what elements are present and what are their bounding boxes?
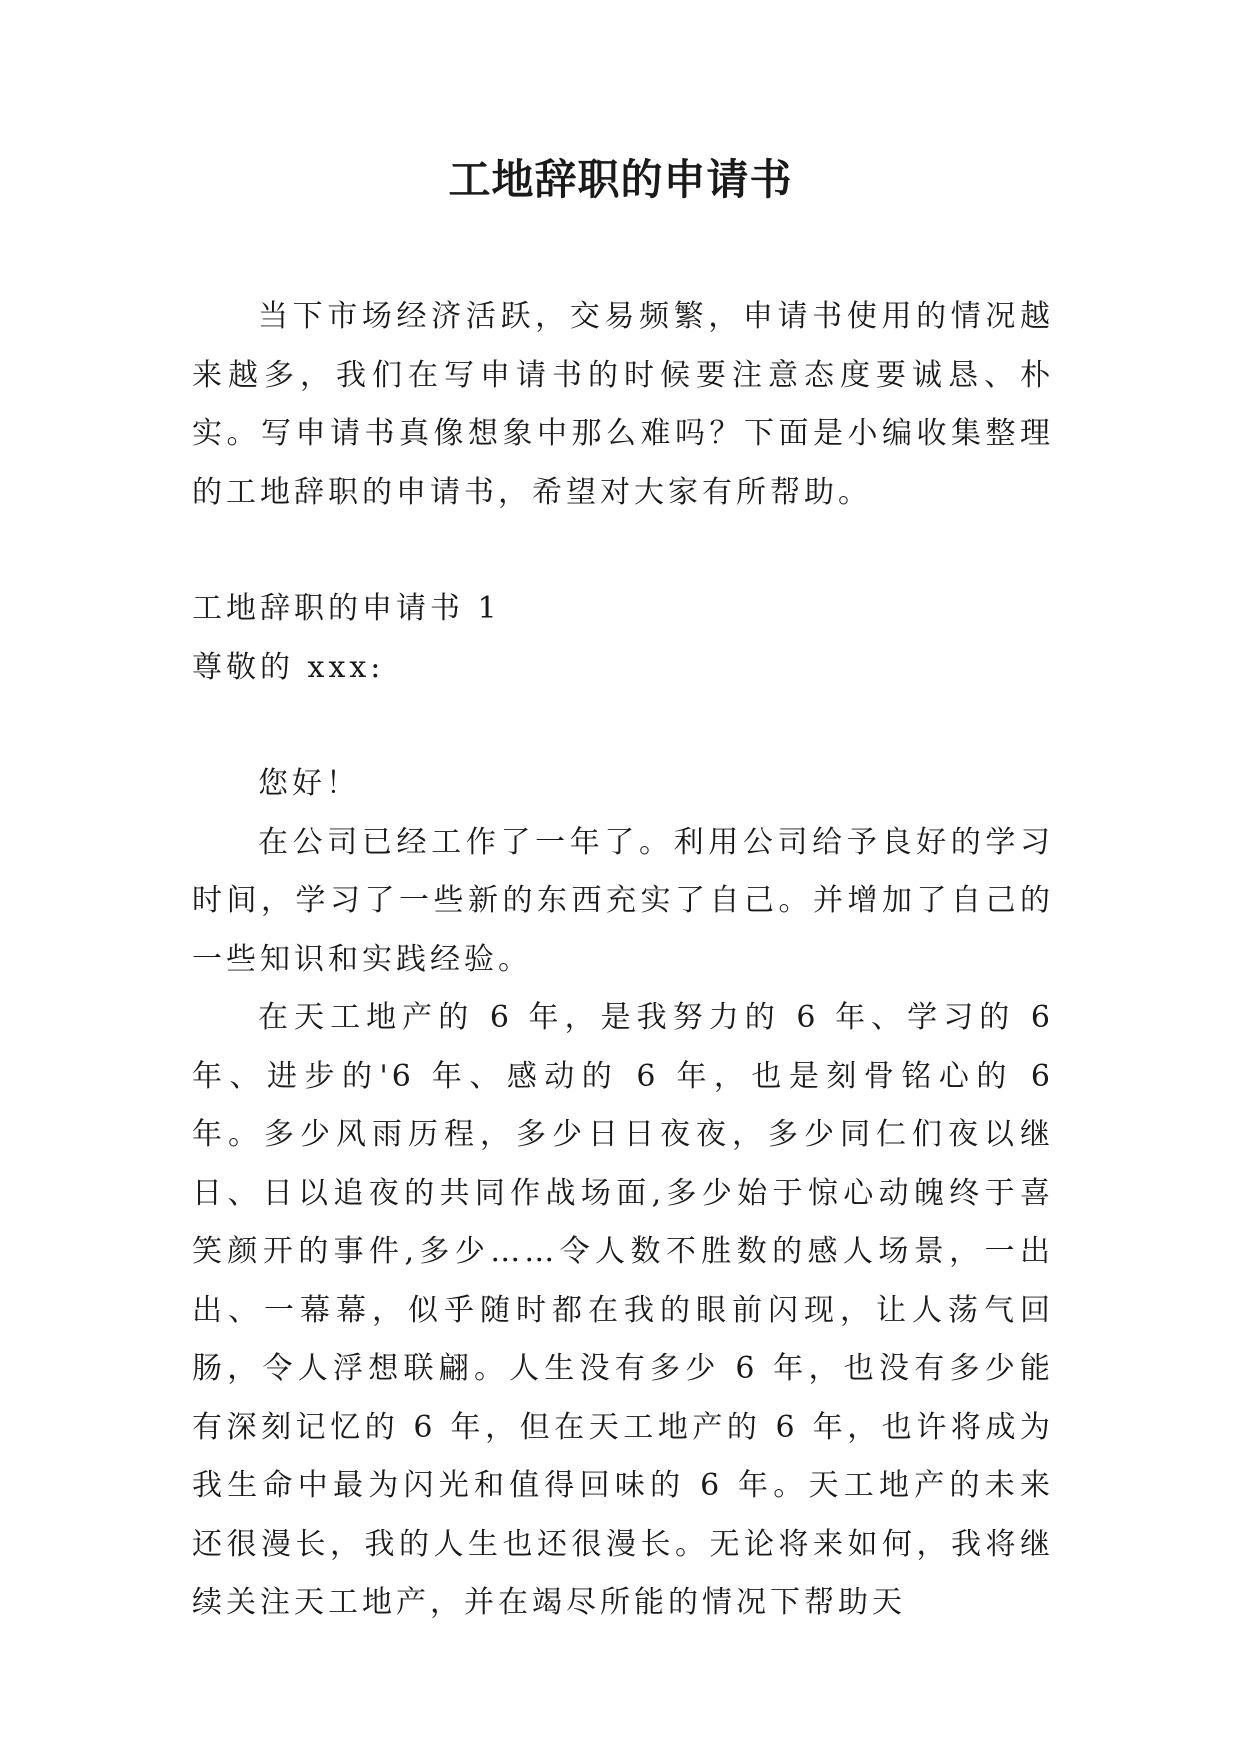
spacer (192, 522, 1054, 580)
document-title: 工地辞职的申请书 (448, 155, 793, 204)
intro-paragraph: 当下市场经济活跃，交易频繁，申请书使用的情况越来越多，我们在写申请书的时候要注意态度要诚恳、朴实。写申请书真像想象中那么难吗？下面是小编收集整理的工地辞职的申请书，希望对大家有所帮助。 (192, 299, 1054, 510)
greeting: 您好！ (258, 766, 360, 801)
spacer (192, 697, 1054, 755)
salutation: 尊敬的 xxx: (192, 649, 385, 685)
body-paragraph-1: 在公司已经工作了一年了。利用公司给予良好的学习时间，学习了一些新的东西充实了自己。并增加了自己的一些知识和实践经验。 (192, 824, 1054, 977)
section-heading: 工地辞职的申请书 1 (192, 591, 501, 626)
document-body (192, 288, 1054, 1633)
body-paragraph-2: 在天工地产的 6 年，是我努力的 6 年、学习的 6 年、进步的'6 年、感动的 6 年，也是刻骨铭心的 6 年。多少风雨历程，多少日日夜夜，多少同仁们夜以继日、日以追夜的共同作战场面,多少始于惊心动魄终于喜笑颜开的事件,多少……令人数不胜数的感人场景，一出出、一幕幕，似乎随时都在我的眼前闪现，让人荡气回肠，令人浮想联翩。人生没有多少 6 年，也没有多少能有深刻记忆的 6 年，但在天工地产的 6 年，也许将成为我生命中最为闪光和值得回味的 6 年。天工地产的未来还很漫长，我的人生也还很漫长。无论将来如何，我将继续关注天工地产，并在竭尽所能的情况下帮助天 (192, 1000, 1054, 1620)
